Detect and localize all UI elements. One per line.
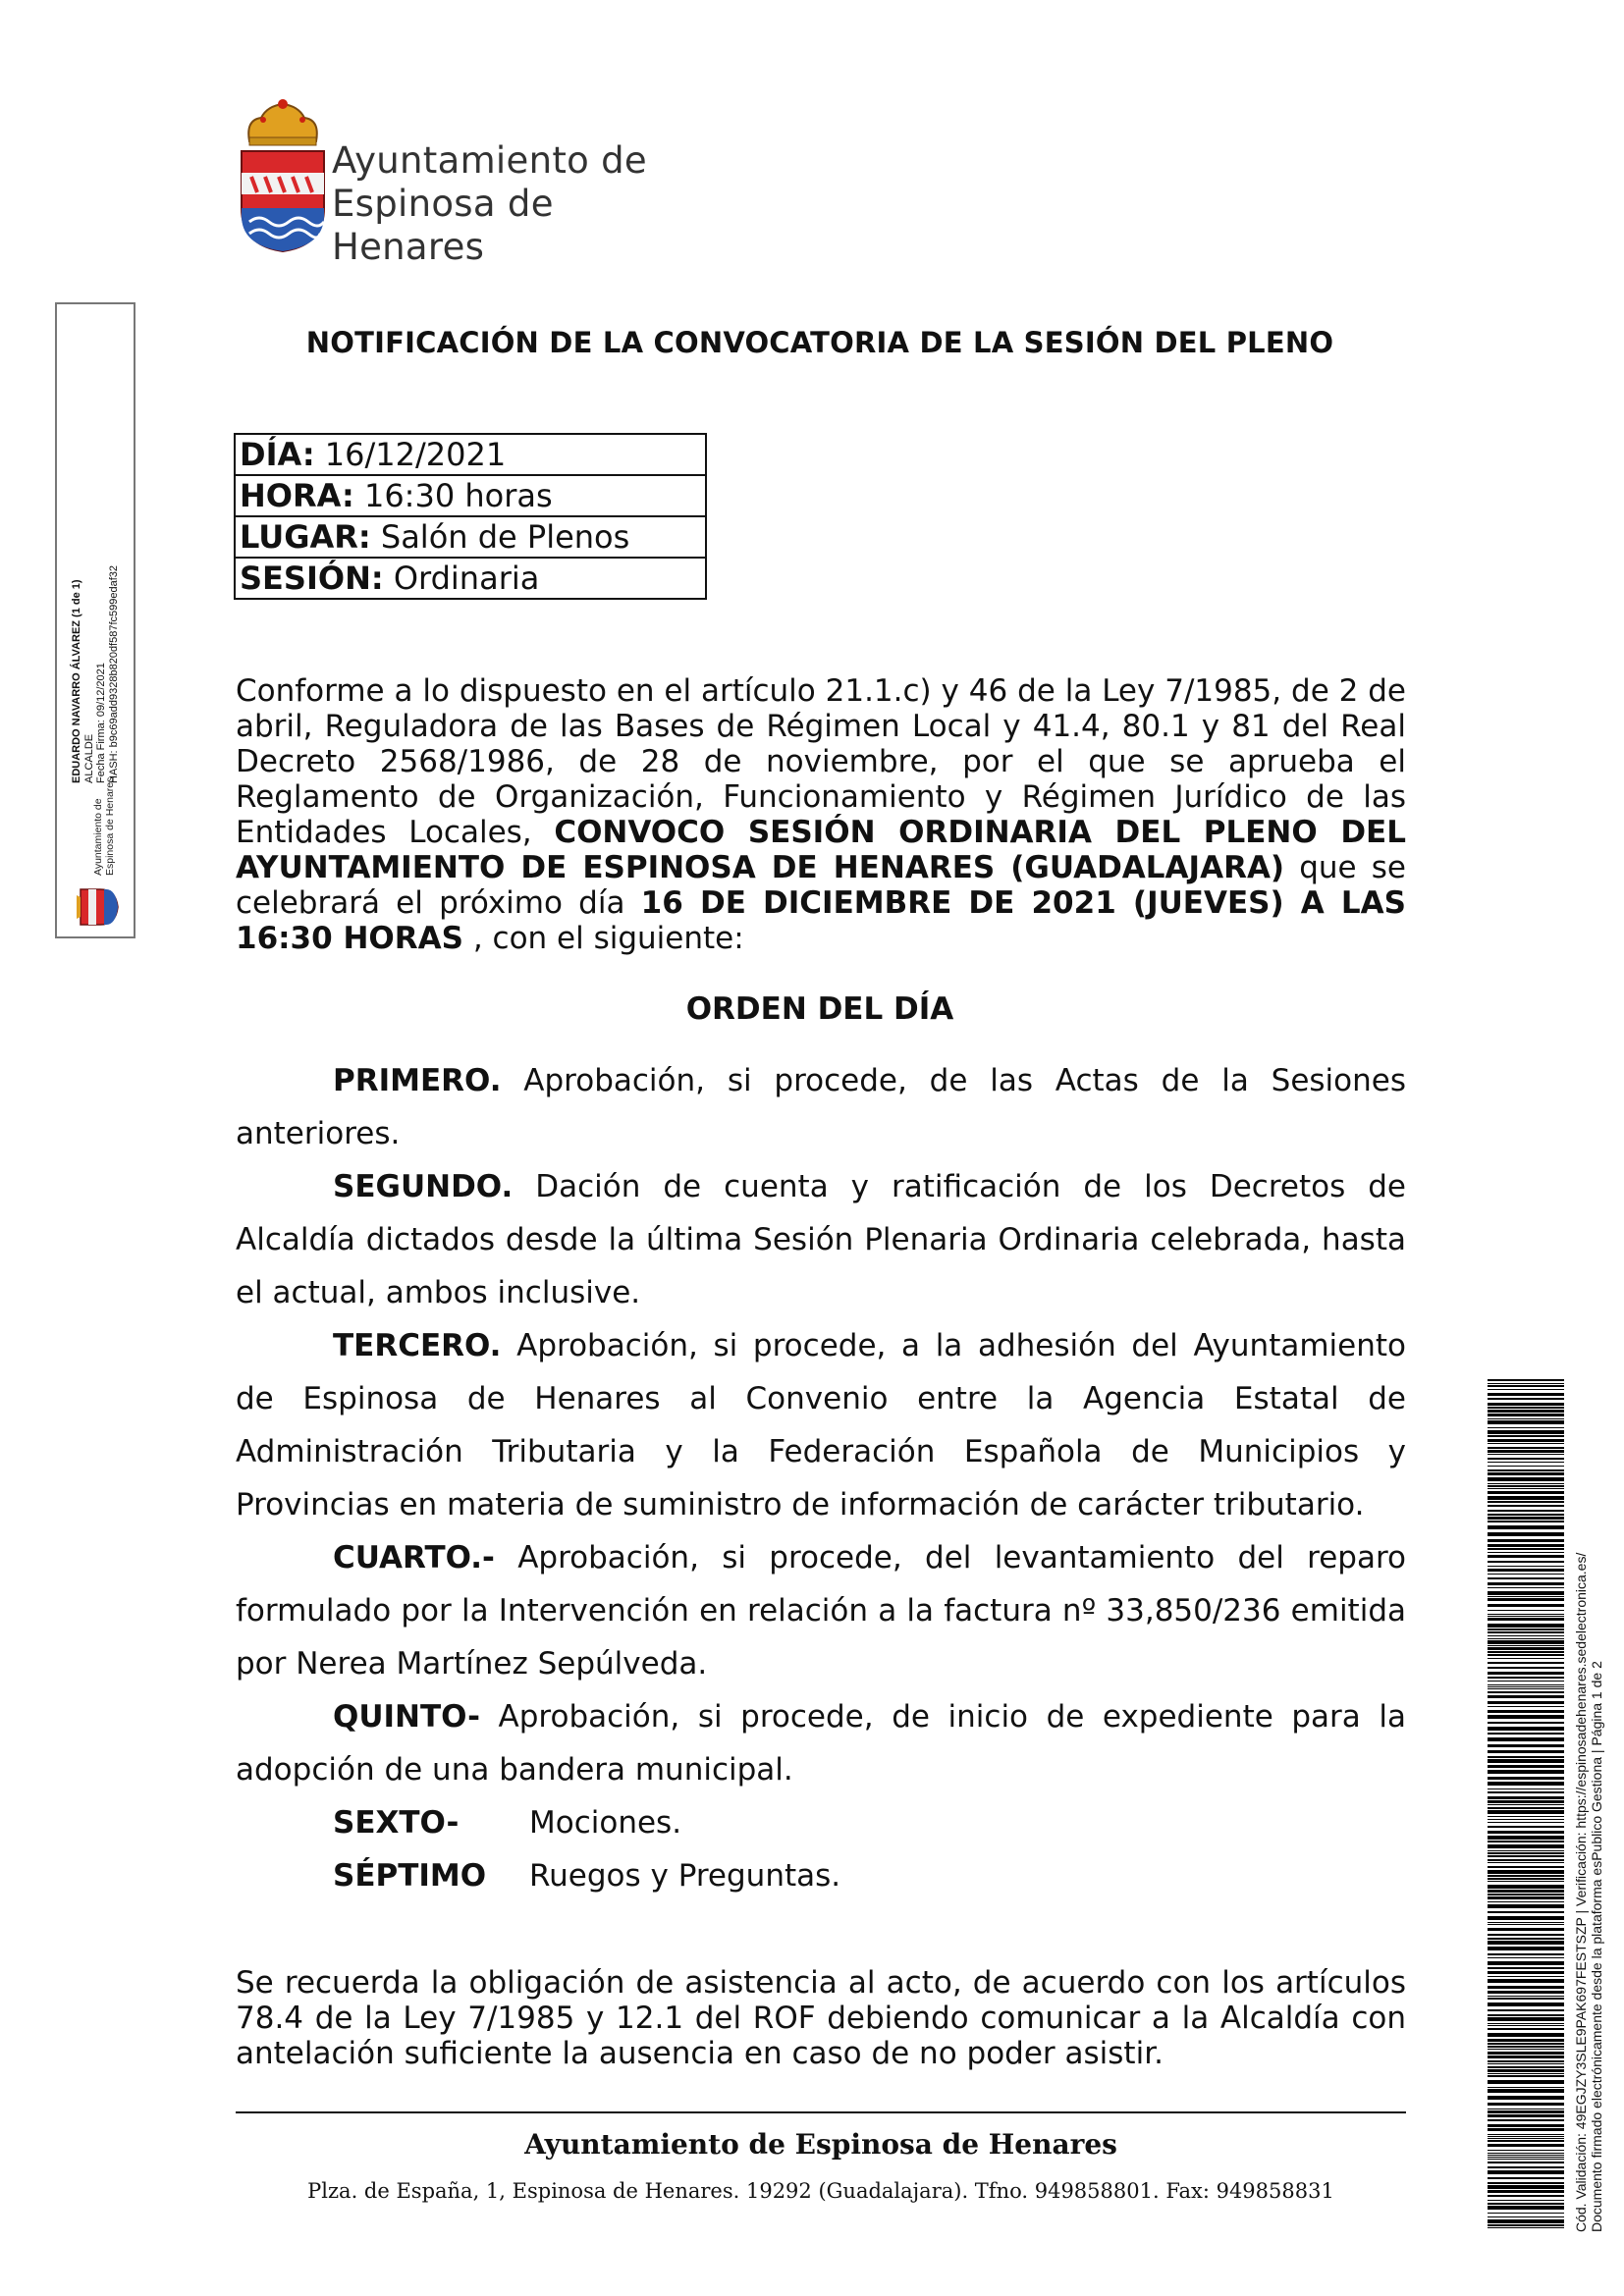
barcode-bar [1488,2190,1564,2193]
barcode-bar [1488,1819,1564,1820]
attendance-reminder: Se recuerda la obligación de asistencia al acto, de acuerdo con los artículos 78.4 de la Ley 7/1985 y 12.1 del ROF debiendo comunicar a la Alcaldía con antelación suficiente la ausencia en caso de no poder asistir. [236,1965,1406,2071]
barcode-bar [1488,1971,1564,1974]
barcode-bar [1488,2128,1564,2131]
barcode-bar [1488,1604,1564,1607]
barcode-bar [1488,1574,1564,1575]
barcode-bar [1488,1822,1564,1823]
barcode-bar [1488,1624,1564,1628]
barcode-bar [1488,1610,1564,1611]
barcode-bar [1488,1782,1564,1786]
barcode-bar [1488,1539,1564,1542]
agenda-item-text: Aprobación, si procede, a la adhesión del Ayuntamiento de Espinosa de Henares al Convenio entre la Agencia Estatal de Administración Tributaria y la Federación Española de Municipios y Provincias en materia de suministro de información de carácter tributario. [236,1328,1406,1522]
barcode-bar [1488,2177,1564,2179]
barcode-bar [1488,1986,1564,1989]
barcode-bar [1488,2056,1564,2058]
barcode-bar [1488,2144,1564,2147]
barcode-bar [1488,1901,1564,1902]
barcode-bar [1488,1454,1564,1455]
barcode-bar [1488,1488,1564,1489]
barcode-bar [1488,1443,1564,1444]
barcode-bar [1488,2028,1564,2030]
barcode-bar [1488,2213,1564,2214]
barcode-bar [1488,1514,1564,1516]
barcode-bar [1488,2017,1564,2021]
footer-org-name: Ayuntamiento de Espinosa de Henares [524,2128,1117,2161]
barcode-bar [1488,1427,1564,1428]
barcode-bar [1488,2124,1564,2127]
barcode-bar [1488,2046,1564,2048]
footer-divider [236,2111,1406,2113]
agenda-item-text: Aprobación, si procede, de inicio de expediente para la adopción de una bandera municipal. [236,1699,1406,1788]
barcode-bar [1488,2170,1564,2174]
barcode-bar [1488,1596,1564,1597]
agenda-item-text: Dación de cuenta y ratificación de los Decretos de Alcaldía dictados desde la última Sesión Plenaria Ordinaria celebrada, hasta el actual, ambos inclusive. [236,1169,1406,1310]
barcode-bar [1488,2002,1564,2006]
intro-convocation: CONVOCO SESIÓN ORDINARIA DEL PLENO DEL AYUNTAMIENTO DE ESPINOSA DE HENARES (GUADALAJARA) [236,815,1406,885]
barcode-bar [1488,1385,1564,1387]
validation-strip [1569,1374,1624,2238]
barcode-bar [1488,2025,1564,2026]
barcode-bar [1488,1510,1564,1512]
validation-line2: Documento firmado electrónicamente desde la plataforma esPublico Gestiona | Página 1 de 2 [1589,1661,1604,2232]
barcode-bar [1488,1414,1564,1416]
barcode-bar [1488,1896,1564,1899]
barcode-bar [1488,2103,1564,2106]
barcode-bar [1488,1844,1564,1848]
barcode-bar [1488,1466,1564,1467]
barcode-bar [1488,1938,1564,1940]
barcode-bar [1488,1505,1564,1507]
stamp-role: ALCALDE [82,733,95,783]
barcode-bar [1488,1881,1564,1882]
barcode-bar [1488,1662,1564,1664]
agenda-item-label: TERCERO. [333,1328,502,1363]
barcode-bar [1488,1816,1564,1817]
barcode-bar [1488,1922,1564,1923]
barcode-bar [1488,1777,1564,1780]
barcode-bar [1488,1894,1564,1896]
barcode-bar [1488,1953,1564,1955]
barcode-bar [1488,2155,1564,2156]
barcode-bar [1488,1744,1564,1747]
barcode-bar [1488,2136,1564,2137]
barcode-bar [1488,2185,1564,2189]
barcode-bar [1488,2080,1564,2084]
barcode-bar [1488,1870,1564,1874]
barcode-bar [1488,1398,1564,1400]
barcode-bar [1488,1691,1564,1693]
barcode-bar [1488,1501,1564,1503]
barcode-bar [1488,1804,1564,1805]
agenda-item [236,1531,1406,1690]
barcode-bar [1488,1532,1564,1536]
barcode-bar [1488,1631,1564,1633]
barcode-bar [1488,2110,1564,2113]
barcode-bar [1488,1916,1564,1920]
barcode-bar [1488,1810,1564,1814]
agenda-item-text: Ruegos y Preguntas. [529,1858,841,1894]
barcode-bar [1488,2075,1564,2077]
agenda-item-text: Mociones. [529,1805,682,1841]
barcode-bar [1488,1393,1564,1396]
session-row-time [235,475,706,516]
org-name-line2: Espinosa de Henares [332,183,554,268]
signature-stamp [55,302,135,938]
barcode-bar [1488,1614,1564,1615]
barcode-bar [1488,2039,1564,2042]
barcode-bar [1488,1517,1564,1520]
barcode-bar [1488,1715,1564,1719]
stamp-signer: EDUARDO NAVARRO ÁLVAREZ (1 de 1) [71,579,82,783]
session-label: LUGAR: [240,518,371,556]
barcode-bar [1488,1770,1564,1774]
intro-date-time: 16 DE DICIEMBRE DE 2021 (JUEVES) A LAS 16:30 HORAS [236,885,1406,956]
barcode-bar [1488,1710,1564,1713]
session-row-place [235,516,706,558]
barcode-bar [1488,1635,1564,1636]
barcode-bar [1488,1645,1564,1646]
barcode-bar [1488,1629,1564,1630]
barcode-bar [1488,1852,1564,1854]
barcode-bar [1488,1859,1564,1861]
agenda-item [236,1054,1406,1160]
barcode-bar [1488,1569,1564,1572]
barcode-bar [1488,1701,1564,1704]
barcode-bar [1488,2203,1564,2205]
barcode-bar [1488,1733,1564,1735]
barcode-bar [1488,1885,1564,1889]
barcode-bar [1488,2073,1564,2074]
barcode-bar [1488,2009,1564,2011]
barcode-bar [1488,2138,1564,2139]
barcode-bar [1488,2153,1564,2154]
barcode-bar [1488,1640,1564,1644]
barcode-bar [1488,1462,1564,1463]
footer-address: Plza. de España, 1, Espinosa de Henares. 19292 (Guadalajara). Tfno. 949858801. Fax: 949858831 [307,2179,1334,2203]
session-label: DÍA: [240,436,315,473]
agenda-item-label: QUINTO- [333,1699,480,1735]
barcode-bar [1488,1544,1564,1547]
barcode-bar [1488,1552,1564,1553]
barcode-bar [1488,1410,1564,1413]
barcode-bar [1488,2043,1564,2045]
barcode-bar [1488,1616,1564,1617]
barcode-bar [1488,1890,1564,1893]
barcode-bar [1488,1654,1564,1656]
barcode-bar [1488,1418,1564,1419]
barcode-bar [1488,2087,1564,2088]
barcode-bar [1488,1841,1564,1842]
barcode-bar [1488,1383,1564,1384]
barcode-bar [1488,1598,1564,1601]
barcode-bar [1488,1807,1564,1809]
barcode-bar [1488,2195,1564,2197]
barcode-bar [1488,1722,1564,1724]
validation-barcode [1488,1379,1564,2233]
session-value: Ordinaria [393,560,540,597]
barcode-bar [1488,1976,1564,1977]
agenda-item-text: Aprobación, si procede, del levantamiento del reparo formulado por la Intervención en relación a la factura nº 33,850/236 emitida por Nerea Martínez Sepúlveda. [236,1540,1406,1682]
agenda-item [333,1796,681,1849]
barcode-bar [1488,1850,1564,1851]
barcode-bar [1488,2224,1564,2226]
barcode-bar [1488,1450,1564,1453]
barcode-bar [1488,2066,1564,2068]
barcode-bar [1488,1548,1564,1550]
agenda-item-label: CUARTO.- [333,1540,495,1575]
barcode-bar [1488,1878,1564,1880]
barcode-bar [1488,2216,1564,2217]
barcode-bar [1488,1686,1564,1687]
stamp-sign-date: Fecha Firma: 09/12/2021 [95,663,107,783]
barcode-bar [1488,2014,1564,2016]
intro-text: que se celebrará el próximo día [236,850,1406,921]
barcode-bar [1488,2069,1564,2072]
barcode-bar [1488,1458,1564,1460]
session-row-type [235,558,706,599]
barcode-bar [1488,1483,1564,1484]
stamp-town-line2: Espinosa de Henares [104,776,116,876]
intro-paragraph [236,673,1406,956]
barcode-bar [1488,1695,1564,1698]
barcode-bar [1488,2089,1564,2093]
barcode-bar [1488,1435,1564,1437]
barcode-bar [1488,2023,1564,2024]
barcode-bar [1488,1756,1564,1758]
barcode-bar [1488,2114,1564,2117]
barcode-bar [1488,1485,1564,1487]
barcode-bar [1488,1430,1564,1434]
barcode-bar [1488,2182,1564,2184]
barcode-bar [1488,1647,1564,1650]
session-info-table [234,433,707,600]
barcode-bar [1488,2162,1564,2163]
barcode-bar [1488,1996,1564,1997]
barcode-bar [1488,1477,1564,1481]
barcode-bar [1488,1791,1564,1793]
barcode-bar [1488,1667,1564,1669]
barcode-bar [1488,1491,1564,1494]
barcode-bar [1488,1998,1564,2000]
barcode-bar [1488,1651,1564,1653]
barcode-bar [1488,1672,1564,1675]
agenda-item-label: SEXTO- [333,1805,460,1841]
barcode-bar [1488,1677,1564,1679]
barcode-bar [1488,2166,1564,2168]
intro-text: , con el siguiente: [462,921,744,956]
agenda-item-label: SEGUNDO. [333,1169,514,1204]
header-logo [236,98,697,268]
barcode-bar [1488,2219,1564,2223]
stamp-hash: HASH: b9c69add9328b820df587fc599edaf32 [107,564,120,783]
barcode-bar [1488,2052,1564,2055]
barcode-bar [1488,1941,1564,1945]
coat-of-arms-icon [236,98,330,253]
barcode-bar [1488,1521,1564,1522]
barcode-bar [1488,2134,1564,2135]
barcode-bar [1488,2206,1564,2210]
agenda-item-text: Aprobación, si procede, de las Actas de la Sesiones anteriores. [236,1063,1406,1151]
barcode-bar [1488,1389,1564,1390]
barcode-bar [1488,2119,1564,2121]
agenda-item [236,1319,1406,1531]
barcode-bar [1488,2200,1564,2201]
session-label: HORA: [240,477,354,514]
barcode-bar [1488,1836,1564,1840]
barcode-bar [1488,1991,1564,1994]
stamp-seal-icon [75,881,120,933]
barcode-bar [1488,1379,1564,1381]
barcode-bar [1488,1961,1564,1965]
barcode-bar [1488,1924,1564,1925]
barcode-bar [1488,1469,1564,1471]
barcode-bar [1488,1439,1564,1442]
barcode-bar [1488,1577,1564,1579]
barcode-bar [1488,1618,1564,1621]
barcode-bar [1488,2227,1564,2228]
barcode-bar [1488,2140,1564,2142]
agenda-item [333,1849,840,1902]
barcode-bar [1488,1420,1564,1424]
barcode-bar [1488,1826,1564,1828]
barcode-bar [1488,1934,1564,1936]
validation-line1: Cód. Validación: 49EGJZY3SLE9PAK697FESTSZP | Verificación: https://espinosadehenares.sedelectronica.es/ [1573,1552,1589,2232]
barcode-bar [1488,1561,1564,1563]
barcode-bar [1488,1957,1564,1958]
barcode-bar [1488,1472,1564,1475]
document-title: NOTIFICACIÓN DE LA CONVOCATORIA DE LA SESIÓN DEL PLENO [305,326,1334,359]
barcode-bar [1488,1967,1564,1969]
barcode-bar [1488,1638,1564,1639]
barcode-bar [1488,1911,1564,1913]
barcode-bar [1488,1555,1564,1558]
barcode-bar [1488,2157,1564,2158]
session-row-day [235,434,706,475]
barcode-bar [1488,1525,1564,1529]
barcode-bar [1488,1684,1564,1685]
stamp-town-line1: Ayuntamiento de [92,798,104,876]
agenda-item [236,1160,1406,1319]
barcode-bar [1488,2060,1564,2062]
barcode-bar [1488,1582,1564,1585]
session-value: Salón de Plenos [380,518,630,556]
barcode-bar [1488,1750,1564,1753]
org-name-line1: Ayuntamiento de [332,139,647,182]
agenda-item [236,1690,1406,1796]
barcode-bar [1488,1831,1564,1834]
barcode-bar [1488,1866,1564,1868]
agenda-item-label: SÉPTIMO [333,1858,487,1894]
barcode-bar [1488,2096,1564,2100]
barcode-bar [1488,1407,1564,1409]
barcode-bar [1488,1587,1564,1588]
barcode-bar [1488,1796,1564,1799]
barcode-bar [1488,1759,1564,1763]
barcode-bar [1488,2150,1564,2151]
barcode-bar [1488,2159,1564,2160]
barcode-bar [1488,1681,1564,1682]
barcode-bar [1488,1904,1564,1908]
barcode-bar [1488,1658,1564,1659]
agenda-title: ORDEN DEL DÍA [685,991,954,1027]
barcode-bar [1488,1447,1564,1449]
intro-text: Conforme a lo dispuesto en el artículo 21.1.c) y 46 de la Ley 7/1985, de 2 de abril, Reguladora de las Bases de Régimen Local y 41.4, 80.1 y 81 del Real Decreto 2568/1986, de 28 de noviembre, por el que se aprueba el Reglamento de Organización, Funcionamiento y Régimen Jurídico de las Entidades Locales, [236,673,1406,850]
barcode-bar [1488,2049,1564,2050]
barcode-bar [1488,1727,1564,1731]
session-label: SESIÓN: [240,560,384,597]
barcode-bar [1488,2033,1564,2037]
barcode-bar [1488,1496,1564,1500]
barcode-bar [1488,1688,1564,1689]
barcode-bar [1488,1800,1564,1803]
barcode-bar [1488,1765,1564,1768]
barcode-bar [1488,1875,1564,1877]
barcode-bar [1488,1947,1564,1950]
barcode-bar [1488,2063,1564,2064]
barcode-bar [1488,1737,1564,1741]
barcode-bar [1488,1706,1564,1707]
session-value: 16/12/2021 [324,436,507,473]
session-value: 16:30 horas [363,477,553,514]
barcode-bar [1488,1928,1564,1931]
barcode-bar [1488,1855,1564,1857]
barcode-bar [1488,1566,1564,1567]
barcode-bar [1488,1979,1564,1983]
agenda-item-label: PRIMERO. [333,1063,502,1098]
barcode-bar [1488,1403,1564,1406]
barcode-bar [1488,1862,1564,1863]
barcode-bar [1488,1591,1564,1595]
